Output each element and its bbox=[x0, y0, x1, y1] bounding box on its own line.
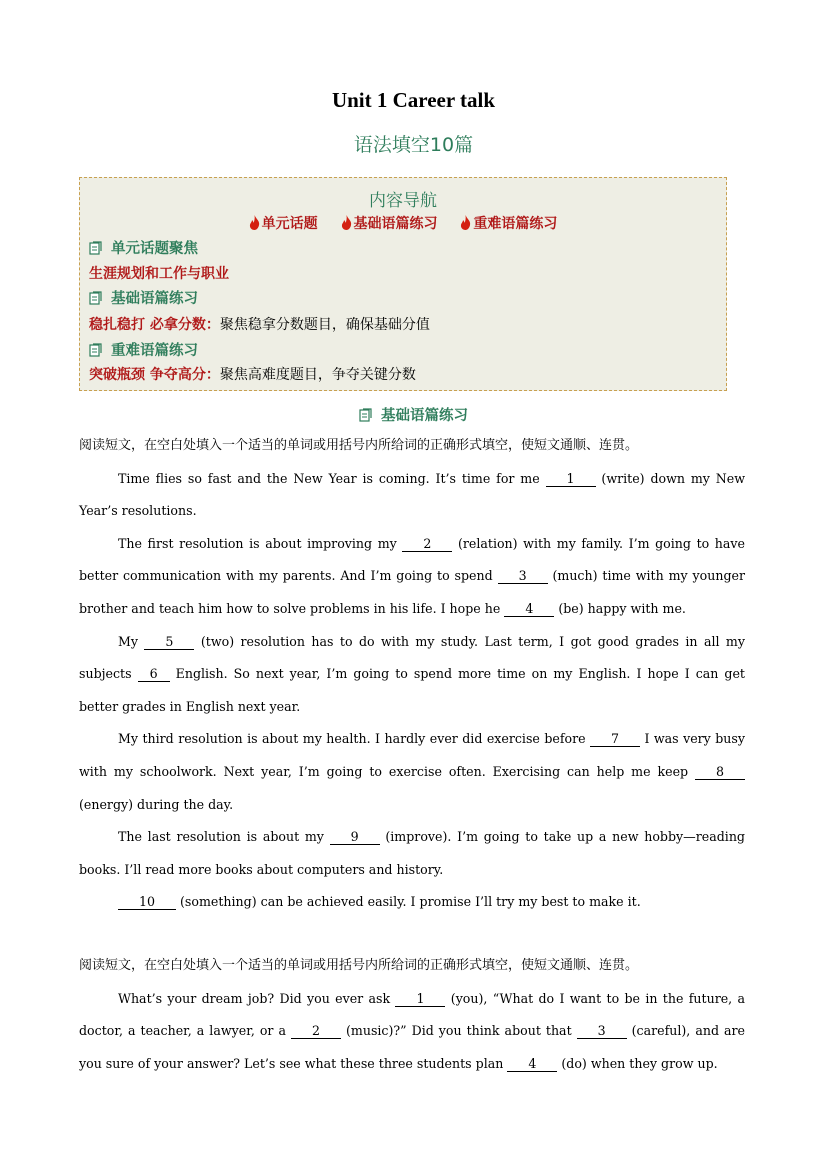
instruction-text: 阅读短文，在空白处填入一个适当的单词或用括号内所给词的正确形式填空，使短文通顺、连贯。 bbox=[79, 958, 639, 973]
nav-section-topic-text: 生涯规划和工作与职业 bbox=[89, 266, 229, 282]
paragraph: Time flies so fast and the New Year is coming. It’s time for me 1 (write) down my New Year’s resolutions. bbox=[79, 470, 745, 519]
document-icon bbox=[89, 343, 103, 357]
blank-7[interactable]: 7 bbox=[590, 732, 640, 747]
nav-section-basic-title: 基础语篇练习 bbox=[89, 287, 198, 308]
nav-section-topic-title: 单元话题聚焦 bbox=[89, 237, 198, 258]
blank-5[interactable]: 5 bbox=[144, 635, 194, 650]
instruction-text: 阅读短文，在空白处填入一个适当的单词或用括号内所给词的正确形式填空，使短文通顺、连贯。 bbox=[79, 438, 639, 453]
paragraph: The last resolution is about my 9 (improve). I’m going to take up a new hobby—reading books. I’ll read more books about computers and history. bbox=[79, 829, 745, 877]
blank-6[interactable]: 6 bbox=[138, 667, 170, 682]
nav-section-basic-text: 稳扎稳打 必拿分数：聚焦稳拿分数题目，确保基础分值 bbox=[89, 317, 430, 333]
blank-3[interactable]: 3 bbox=[498, 569, 548, 584]
passage-1 bbox=[79, 430, 745, 919]
document-subtitle: 语法填空10篇 bbox=[353, 134, 474, 156]
blank-10[interactable]: 10 bbox=[118, 895, 176, 910]
document-icon bbox=[89, 241, 103, 255]
blank-4[interactable]: 4 bbox=[504, 602, 554, 617]
flame-icon bbox=[249, 215, 260, 230]
nav-link-topic[interactable] bbox=[249, 213, 318, 233]
document-icon bbox=[359, 408, 373, 422]
document-icon bbox=[89, 291, 103, 305]
flame-icon bbox=[460, 215, 471, 230]
nav-heading: 内容导航 bbox=[369, 191, 437, 211]
blank-4[interactable]: 4 bbox=[507, 1057, 557, 1072]
paragraph: What’s your dream job? Did you ever ask 1 (you), “What do I want to be in the future, a doctor, a teacher, a lawyer, or a 2 (music)?” Did you think about that 3 (careful), and are you sure of your answer? Let’s see what these three students plan 4 (do) when they grow up. bbox=[79, 990, 746, 1071]
blank-1[interactable]: 1 bbox=[546, 472, 596, 487]
content-navigation-box bbox=[79, 177, 727, 391]
paragraph: 10 (something) can be achieved easily. I promise I’ll try my best to make it. bbox=[79, 886, 745, 919]
blank-2[interactable]: 2 bbox=[291, 1024, 341, 1039]
blank-1[interactable]: 1 bbox=[395, 992, 445, 1007]
document-title: Unit 1 Career talk bbox=[331, 88, 496, 112]
nav-link-advanced[interactable] bbox=[460, 213, 557, 233]
blank-9[interactable]: 9 bbox=[330, 830, 380, 845]
nav-link-label: 重难语篇练习 bbox=[473, 216, 558, 232]
nav-section-advanced-title: 重难语篇练习 bbox=[89, 339, 198, 360]
blank-8[interactable]: 8 bbox=[695, 765, 745, 780]
blank-3[interactable]: 3 bbox=[577, 1024, 627, 1039]
paragraph: My third resolution is about my health. I hardly ever did exercise before 7 I was very busy with my schoolwork. Next year, I’m going to exercise often. Exercising can help me keep 8 (energy) during the day. bbox=[79, 731, 745, 812]
nav-link-label: 单元话题 bbox=[261, 216, 318, 232]
paragraph: My 5 (two) resolution has to do with my study. Last term, I got good grades in all my subjects 6 English. So next year, I’m going to spend more time on my English. I hope I can get better grades in English next year. bbox=[79, 633, 745, 714]
section-heading: 基础语篇练习 bbox=[0, 404, 827, 425]
nav-link-basic[interactable] bbox=[341, 213, 438, 233]
paragraph: The first resolution is about improving my 2 (relation) with my family. I’m going to have better communication with my parents. And I’m going to spend 3 (much) time with my younger brother and teach him how to solve problems in his life. I hope he 4 (be) happy with me. bbox=[79, 535, 745, 616]
flame-icon bbox=[341, 215, 352, 230]
nav-links bbox=[80, 213, 726, 233]
nav-section-advanced-text: 突破瓶颈 争夺高分：聚焦高难度题目，争夺关键分数 bbox=[89, 367, 416, 383]
blank-2[interactable]: 2 bbox=[402, 537, 452, 552]
passage-2 bbox=[79, 950, 745, 1080]
nav-link-label: 基础语篇练习 bbox=[353, 216, 438, 232]
